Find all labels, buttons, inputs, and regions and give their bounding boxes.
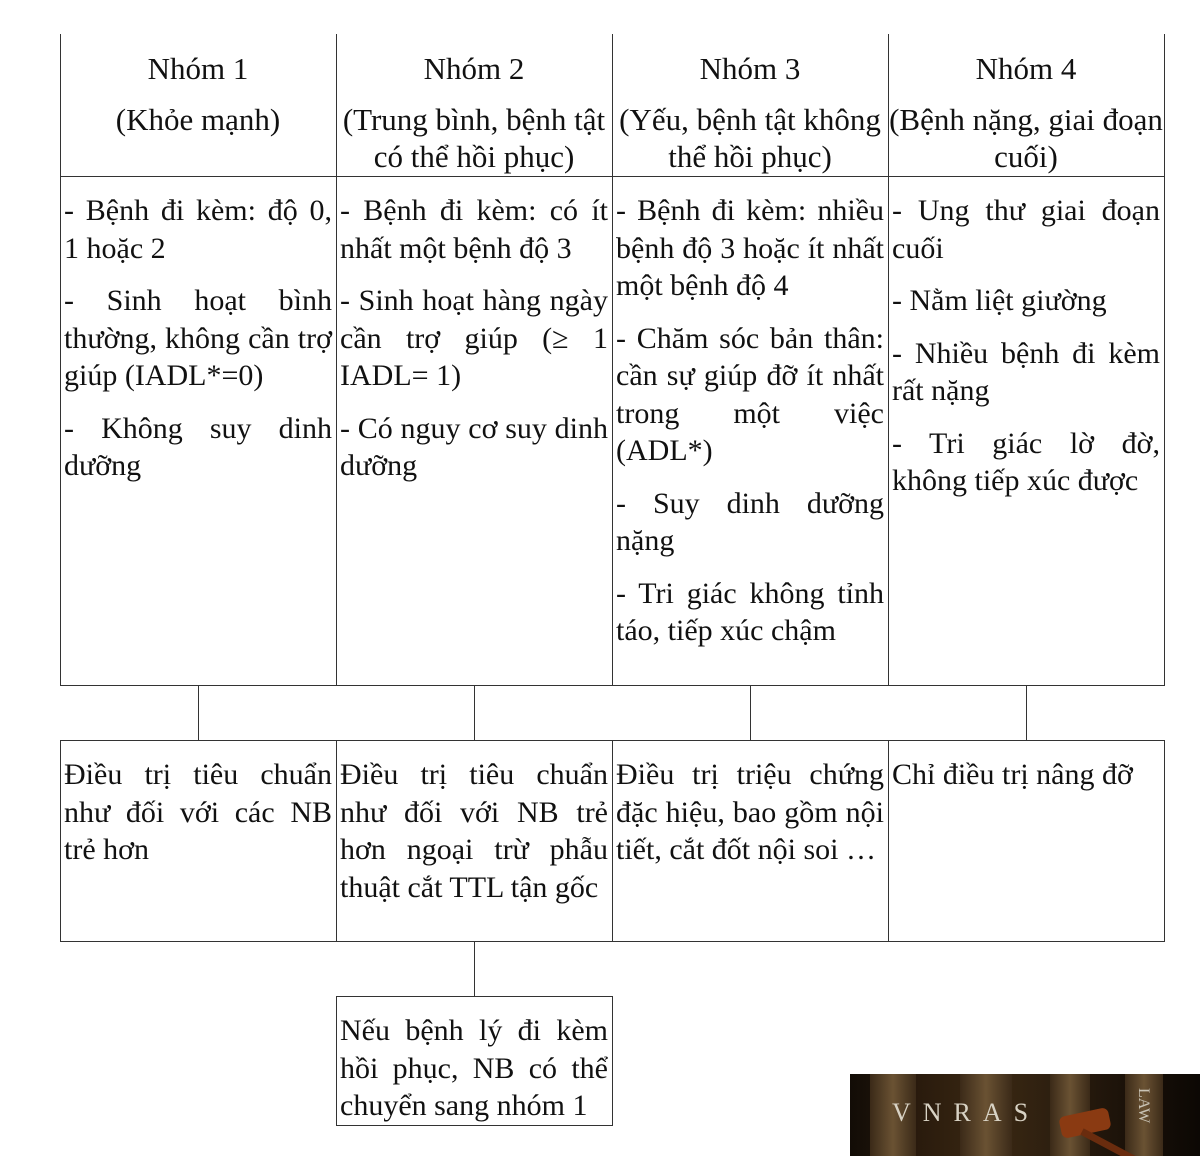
group-subtitle: (Trung bình, bệnh tật có thể hồi phục) [342,102,606,174]
criteria-item: - Sinh hoạt hàng ngày cần trợ giúp (≥ 1 IADL= 1) [340,284,608,392]
criteria-item: - Có nguy cơ suy dinh dưỡng [340,411,608,482]
group-title: Nhóm 1 [147,51,249,86]
connector-line [198,686,199,740]
criteria-item: - Suy dinh dưỡng nặng [616,486,884,557]
criteria-item: - Nhiều bệnh đi kèm rất nặng [892,336,1160,407]
group-header-3 [612,36,888,176]
group-title: Nhóm 2 [423,51,525,86]
logo-law-text: LAW [1135,1088,1152,1124]
criteria-item: - Sinh hoạt bình thường, không cần trợ giúp (IADL*=0) [64,284,332,392]
recovery-note-text: Nếu bệnh lý đi kèm hồi phục, NB có thể chuyển sang nhóm 1 [340,1014,608,1122]
criteria-item: - Không suy dinh dưỡng [64,411,332,482]
criteria-item: - Tri giác lờ đờ, không tiếp xúc được [892,426,1160,497]
logo-text: VNRAS [892,1098,1041,1127]
treatment-text-2: Điều trị tiêu chuẩn như đối với NB trẻ hơn ngoại trừ phẫu thuật cắt TTL tận gốc [340,758,608,904]
criteria-list-1 [60,192,336,500]
criteria-item: - Chăm sóc bản thân: cần sự giúp đỡ ít nhất trong một việc (ADL*) [616,321,884,467]
vnras-logo [850,1074,1200,1156]
criteria-list-4 [888,192,1164,515]
connector-line [474,686,475,740]
connector-line [1026,686,1027,740]
header-column-line [1164,34,1165,176]
criteria-item: - Bệnh đi kèm: có ít nhất một bệnh độ 3 [340,194,608,265]
criteria-item: - Ung thư giai đoạn cuối [892,194,1160,265]
criteria-list-3 [612,192,888,665]
treatment-text-4: Chỉ điều trị nâng đỡ [892,758,1133,791]
connector-line [474,942,475,996]
criteria-item: - Nằm liệt giường [892,284,1107,317]
criteria-item: - Tri giác không tỉnh táo, tiếp xúc chậm [616,576,884,647]
criteria-list-2 [336,192,612,500]
group-header-4 [888,36,1164,176]
group-subtitle: (Bệnh nặng, giai đoạn cuối) [889,102,1163,174]
group-title: Nhóm 3 [699,51,801,86]
group-subtitle: (Yếu, bệnh tật không thể hồi phục) [619,102,881,174]
group-header-1 [60,36,336,176]
connector-line [750,686,751,740]
treatment-text-3: Điều trị triệu chứng đặc hiệu, bao gồm nội tiết, cắt đốt nội soi … [616,758,884,866]
treatment-text-1: Điều trị tiêu chuẩn như đối với các NB trẻ hơn [64,758,332,866]
group-header-2 [336,36,612,176]
group-title: Nhóm 4 [975,51,1077,86]
group-subtitle: (Khỏe mạnh) [115,102,281,137]
criteria-item: - Bệnh đi kèm: độ 0, 1 hoặc 2 [64,194,332,265]
criteria-item: - Bệnh đi kèm: nhiều bệnh độ 3 hoặc ít nhất một bệnh độ 4 [616,194,884,302]
